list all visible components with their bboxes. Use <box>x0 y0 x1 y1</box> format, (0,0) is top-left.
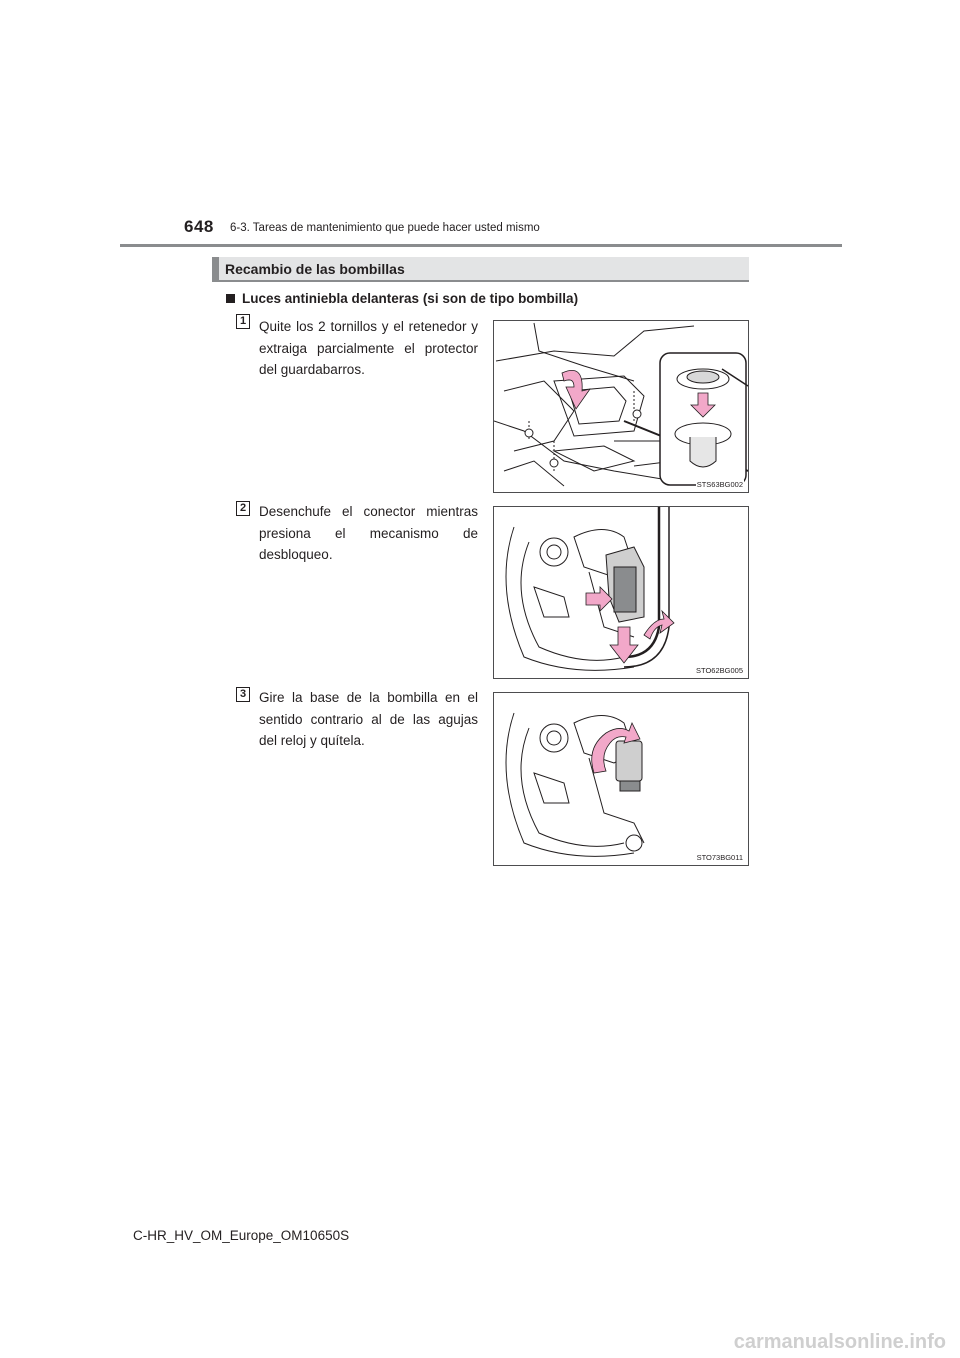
subheading <box>226 291 578 306</box>
figure-1 <box>493 320 749 493</box>
step-text-1: Quite los 2 tornillos y el retenedor y extraiga parcialmente el protector del guardabarros. <box>259 319 478 377</box>
figure-code-2: STO62BG005 <box>696 666 743 675</box>
square-bullet-icon <box>226 294 235 303</box>
svg-text:carmanualsonline.info: carmanualsonline.info <box>733 1331 946 1353</box>
section-title: Recambio de las bombillas <box>225 261 405 277</box>
figure-code-1: STS63BG002 <box>696 480 743 489</box>
figure-2 <box>493 506 749 679</box>
watermark-logo <box>688 1326 948 1356</box>
fender-liner-illustration <box>494 321 748 492</box>
subheading-text: Luces antiniebla delanteras (si son de tipo bombilla) <box>242 291 579 306</box>
step-text-3: Gire la base de la bombilla en el sentido contrario al de las agujas del reloj y quítela. <box>259 690 478 748</box>
section-bar <box>212 257 749 282</box>
header-rule <box>120 244 842 247</box>
step-badge-3: 3 <box>236 687 250 702</box>
step-badge-1: 1 <box>236 314 250 329</box>
step-text-2: Desenchufe el conector mientras presiona el mecanismo de desbloqueo. <box>259 504 478 562</box>
step-badge-2: 2 <box>236 501 250 516</box>
running-header: 6-3. Tareas de mantenimiento que puede hacer usted mismo <box>230 222 540 234</box>
figure-3 <box>493 692 749 866</box>
section-bar-accent <box>212 257 219 280</box>
footer-manual-code: C-HR_HV_OM_Europe_OM10650S <box>133 1228 350 1243</box>
bulb-base-rotate-illustration <box>494 693 748 865</box>
fog-lamp-connector-illustration <box>494 507 748 678</box>
page-number: 648 <box>184 217 214 236</box>
figure-code-3: STO73BG011 <box>696 853 743 862</box>
